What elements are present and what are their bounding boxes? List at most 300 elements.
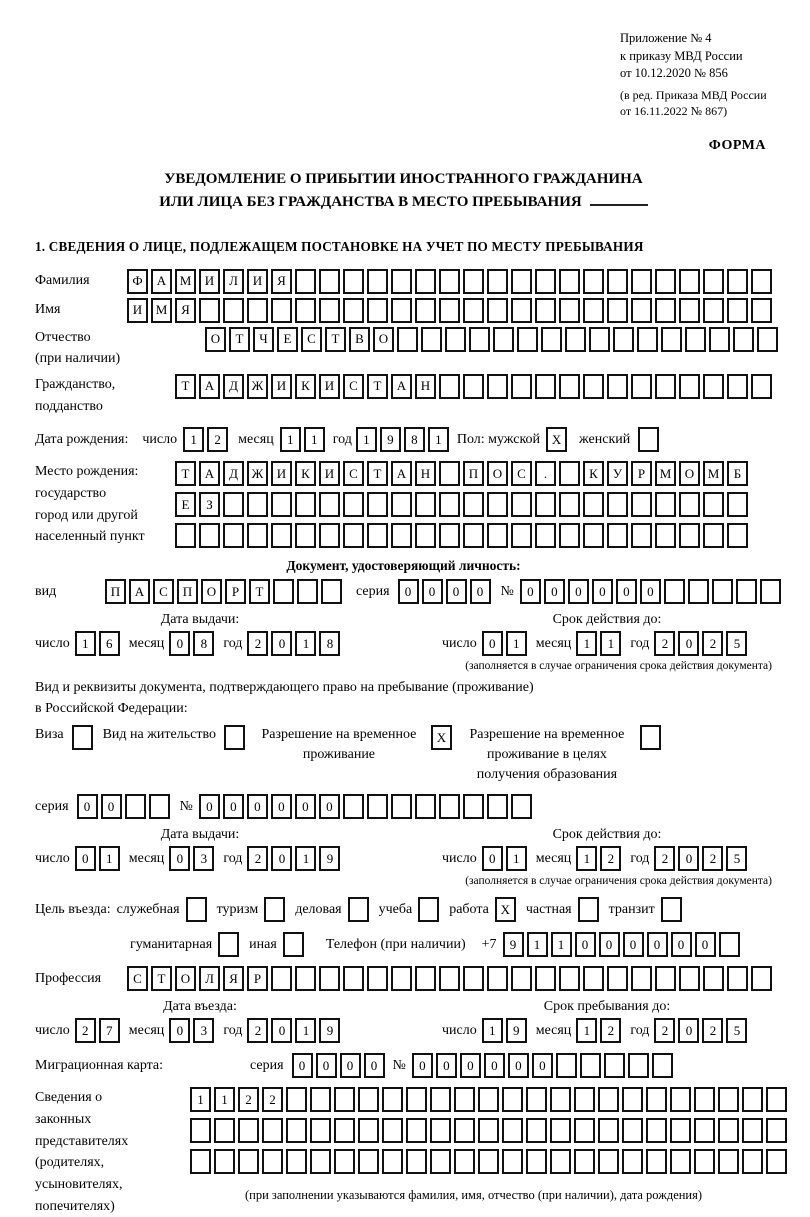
form-cell[interactable] [718,1149,739,1174]
form-cell[interactable] [511,794,532,819]
form-cell[interactable] [478,1149,499,1174]
form-cell[interactable]: 1 [99,846,120,871]
form-cell[interactable] [679,269,700,294]
form-cell[interactable]: Т [325,327,346,352]
form-cell[interactable] [186,897,207,922]
form-cell[interactable]: 0 [340,1053,361,1078]
form-cell[interactable] [541,327,562,352]
form-cell[interactable] [415,794,436,819]
form-cell[interactable]: Н [415,374,436,399]
form-cell[interactable] [391,523,412,548]
form-cell[interactable]: 1 [506,846,527,871]
form-cell[interactable] [589,327,610,352]
form-cell[interactable]: С [301,327,322,352]
form-cell[interactable] [271,298,292,323]
form-cell[interactable]: Ж [247,461,268,486]
form-cell[interactable] [367,523,388,548]
form-cell[interactable] [535,374,556,399]
form-cell[interactable] [631,966,652,991]
form-cell[interactable]: 0 [678,846,699,871]
form-cell[interactable]: Ж [247,374,268,399]
form-cell[interactable]: 0 [169,846,190,871]
form-cell[interactable]: Ч [253,327,274,352]
form-cell[interactable] [273,579,294,604]
form-cell[interactable] [511,298,532,323]
form-cell[interactable] [526,1149,547,1174]
form-cell[interactable] [535,298,556,323]
form-cell[interactable] [334,1118,355,1143]
form-cell[interactable]: 0 [482,846,503,871]
form-cell[interactable] [598,1118,619,1143]
form-cell[interactable] [760,579,781,604]
form-cell[interactable] [463,794,484,819]
form-cell[interactable]: 2 [207,427,228,452]
form-cell[interactable]: Ф [127,269,148,294]
form-cell[interactable] [559,298,580,323]
form-cell[interactable]: И [247,269,268,294]
form-cell[interactable]: 0 [647,932,668,957]
form-cell[interactable] [72,725,93,750]
form-cell[interactable]: 2 [247,631,268,656]
form-cell[interactable] [439,269,460,294]
form-cell[interactable]: О [175,966,196,991]
form-cell[interactable] [766,1149,787,1174]
form-cell[interactable] [469,327,490,352]
form-cell[interactable] [295,966,316,991]
form-cell[interactable]: С [343,374,364,399]
form-cell[interactable] [661,327,682,352]
form-cell[interactable]: 1 [295,1018,316,1043]
form-cell[interactable]: 9 [506,1018,527,1043]
form-cell[interactable] [556,1053,577,1078]
form-cell[interactable] [487,523,508,548]
form-cell[interactable] [247,523,268,548]
form-cell[interactable]: Т [175,374,196,399]
form-cell[interactable] [694,1149,715,1174]
form-cell[interactable] [343,492,364,517]
form-cell[interactable] [565,327,586,352]
form-cell[interactable]: П [177,579,198,604]
form-cell[interactable]: 0 [271,794,292,819]
form-cell[interactable] [679,966,700,991]
form-cell[interactable]: С [343,461,364,486]
form-cell[interactable] [679,523,700,548]
form-cell[interactable] [218,932,239,957]
form-cell[interactable]: 1 [506,631,527,656]
form-cell[interactable] [559,461,580,486]
form-cell[interactable] [223,492,244,517]
form-cell[interactable]: У [607,461,628,486]
form-cell[interactable]: Д [223,461,244,486]
form-cell[interactable]: 1 [428,427,449,452]
form-cell[interactable]: 1 [214,1087,235,1112]
form-cell[interactable] [646,1087,667,1112]
form-cell[interactable] [367,298,388,323]
form-cell[interactable] [391,298,412,323]
form-cell[interactable]: 0 [446,579,467,604]
form-cell[interactable]: 9 [319,1018,340,1043]
form-cell[interactable] [454,1118,475,1143]
form-cell[interactable] [712,579,733,604]
form-cell[interactable] [607,374,628,399]
form-cell[interactable] [727,269,748,294]
form-cell[interactable] [439,523,460,548]
form-cell[interactable] [511,374,532,399]
form-cell[interactable] [742,1087,763,1112]
form-cell[interactable]: 0 [169,1018,190,1043]
form-cell[interactable]: А [391,461,412,486]
form-cell[interactable]: 0 [316,1053,337,1078]
form-cell[interactable] [655,966,676,991]
form-cell[interactable]: 0 [532,1053,553,1078]
form-cell[interactable]: 0 [101,794,122,819]
form-cell[interactable] [439,492,460,517]
form-cell[interactable]: 0 [247,794,268,819]
form-cell[interactable] [637,327,658,352]
form-cell[interactable] [175,523,196,548]
form-cell[interactable] [439,794,460,819]
form-cell[interactable]: 0 [75,846,96,871]
form-cell[interactable] [622,1118,643,1143]
form-cell[interactable] [631,523,652,548]
form-cell[interactable] [646,1118,667,1143]
form-cell[interactable]: 0 [678,1018,699,1043]
form-cell[interactable]: М [655,461,676,486]
form-cell[interactable] [502,1118,523,1143]
form-cell[interactable]: 8 [319,631,340,656]
form-cell[interactable]: Н [415,461,436,486]
form-cell[interactable]: 0 [364,1053,385,1078]
form-cell[interactable] [478,1118,499,1143]
form-cell[interactable] [751,269,772,294]
form-cell[interactable] [559,269,580,294]
form-cell[interactable] [607,492,628,517]
form-cell[interactable]: 0 [412,1053,433,1078]
form-cell[interactable]: 2 [654,631,675,656]
form-cell[interactable] [559,374,580,399]
form-cell[interactable] [343,523,364,548]
form-cell[interactable] [703,269,724,294]
form-cell[interactable]: О [373,327,394,352]
form-cell[interactable]: Р [631,461,652,486]
form-cell[interactable] [391,269,412,294]
form-cell[interactable]: А [151,269,172,294]
form-cell[interactable]: 2 [702,846,723,871]
form-cell[interactable]: 5 [726,846,747,871]
form-cell[interactable] [382,1087,403,1112]
form-cell[interactable]: С [127,966,148,991]
form-cell[interactable]: 0 [575,932,596,957]
form-cell[interactable]: 0 [520,579,541,604]
form-cell[interactable] [661,897,682,922]
form-cell[interactable]: 3 [193,846,214,871]
form-cell[interactable]: 1 [576,631,597,656]
form-cell[interactable]: 0 [599,932,620,957]
form-cell[interactable] [733,327,754,352]
form-cell[interactable]: Я [271,269,292,294]
form-cell[interactable]: 1 [280,427,301,452]
form-cell[interactable]: 9 [503,932,524,957]
form-cell[interactable] [271,492,292,517]
form-cell[interactable]: 0 [544,579,565,604]
form-cell[interactable]: 0 [678,631,699,656]
form-cell[interactable] [262,1149,283,1174]
form-cell[interactable]: 0 [271,631,292,656]
form-cell[interactable] [367,492,388,517]
form-cell[interactable]: 1 [295,846,316,871]
form-cell[interactable]: 0 [398,579,419,604]
form-cell[interactable] [574,1087,595,1112]
form-cell[interactable] [688,579,709,604]
form-cell[interactable] [295,492,316,517]
form-cell[interactable] [502,1087,523,1112]
form-cell[interactable] [613,327,634,352]
form-cell[interactable]: Т [249,579,270,604]
form-cell[interactable] [214,1118,235,1143]
form-cell[interactable]: 7 [99,1018,120,1043]
form-cell[interactable] [679,374,700,399]
form-cell[interactable] [406,1118,427,1143]
form-cell[interactable]: 0 [292,1053,313,1078]
form-cell[interactable]: 1 [304,427,325,452]
form-cell[interactable] [439,298,460,323]
form-cell[interactable] [430,1087,451,1112]
form-cell[interactable] [487,966,508,991]
form-cell[interactable] [319,492,340,517]
form-cell[interactable] [502,1149,523,1174]
form-cell[interactable] [214,1149,235,1174]
form-cell[interactable] [640,725,661,750]
form-cell[interactable] [430,1149,451,1174]
form-cell[interactable] [517,327,538,352]
form-cell[interactable] [655,298,676,323]
form-cell[interactable]: 1 [576,846,597,871]
form-cell[interactable]: 0 [568,579,589,604]
form-cell[interactable]: 2 [600,846,621,871]
form-cell[interactable] [550,1149,571,1174]
form-cell[interactable] [550,1118,571,1143]
form-cell[interactable] [751,966,772,991]
form-cell[interactable] [283,932,304,957]
form-cell[interactable] [742,1118,763,1143]
form-cell[interactable] [286,1087,307,1112]
form-cell[interactable] [224,725,245,750]
form-cell[interactable] [463,492,484,517]
form-cell[interactable]: 1 [551,932,572,957]
form-cell[interactable]: 0 [319,794,340,819]
form-cell[interactable] [652,1053,673,1078]
form-cell[interactable]: И [199,269,220,294]
form-cell[interactable] [247,492,268,517]
form-cell[interactable] [319,523,340,548]
form-cell[interactable]: 0 [77,794,98,819]
form-cell[interactable] [583,269,604,294]
form-cell[interactable] [463,374,484,399]
form-cell[interactable]: 0 [169,631,190,656]
form-cell[interactable] [439,374,460,399]
form-cell[interactable] [703,966,724,991]
form-cell[interactable] [463,966,484,991]
form-cell[interactable] [718,1118,739,1143]
form-cell[interactable] [190,1149,211,1174]
form-cell[interactable] [703,523,724,548]
form-cell[interactable] [574,1118,595,1143]
form-cell[interactable] [679,492,700,517]
form-cell[interactable] [421,327,442,352]
form-cell[interactable]: А [199,461,220,486]
form-cell[interactable]: 1 [527,932,548,957]
form-cell[interactable] [454,1149,475,1174]
form-cell[interactable] [367,794,388,819]
form-cell[interactable] [487,298,508,323]
form-cell[interactable] [598,1149,619,1174]
form-cell[interactable]: 2 [247,1018,268,1043]
form-cell[interactable] [445,327,466,352]
form-cell[interactable] [238,1118,259,1143]
form-cell[interactable]: 6 [99,631,120,656]
form-cell[interactable]: 0 [470,579,491,604]
form-cell[interactable]: О [201,579,222,604]
form-cell[interactable] [310,1118,331,1143]
form-cell[interactable] [487,269,508,294]
form-cell[interactable] [655,374,676,399]
form-cell[interactable] [727,523,748,548]
form-cell[interactable]: 1 [183,427,204,452]
form-cell[interactable]: П [463,461,484,486]
form-cell[interactable] [295,523,316,548]
form-cell[interactable] [334,1149,355,1174]
form-cell[interactable] [295,269,316,294]
form-cell[interactable]: П [105,579,126,604]
form-cell[interactable]: 0 [422,579,443,604]
form-cell[interactable]: 1 [356,427,377,452]
form-cell[interactable] [583,374,604,399]
form-cell[interactable] [430,1118,451,1143]
form-cell[interactable]: 0 [695,932,716,957]
form-cell[interactable]: 2 [238,1087,259,1112]
form-cell[interactable] [559,492,580,517]
form-cell[interactable] [583,966,604,991]
form-cell[interactable] [718,1087,739,1112]
form-cell[interactable]: 0 [271,846,292,871]
form-cell[interactable]: Е [175,492,196,517]
form-cell[interactable]: 0 [592,579,613,604]
form-cell[interactable] [655,523,676,548]
form-cell[interactable] [415,269,436,294]
form-cell[interactable] [487,794,508,819]
form-cell[interactable]: И [319,461,340,486]
form-cell[interactable] [439,461,460,486]
form-cell[interactable]: Т [367,374,388,399]
form-cell[interactable]: 2 [75,1018,96,1043]
form-cell[interactable] [727,298,748,323]
form-cell[interactable] [622,1087,643,1112]
form-cell[interactable] [463,523,484,548]
form-cell[interactable] [199,523,220,548]
form-cell[interactable] [367,269,388,294]
form-cell[interactable] [631,374,652,399]
form-cell[interactable] [321,579,342,604]
form-cell[interactable] [736,579,757,604]
form-cell[interactable]: 2 [247,846,268,871]
form-cell[interactable]: Т [151,966,172,991]
form-cell[interactable]: А [199,374,220,399]
form-cell[interactable] [607,523,628,548]
form-cell[interactable] [670,1118,691,1143]
form-cell[interactable] [149,794,170,819]
form-cell[interactable]: 0 [616,579,637,604]
form-cell[interactable]: 5 [726,1018,747,1043]
form-cell[interactable] [297,579,318,604]
form-cell[interactable]: X [495,897,516,922]
form-cell[interactable]: 8 [193,631,214,656]
form-cell[interactable]: О [487,461,508,486]
form-cell[interactable] [463,269,484,294]
form-cell[interactable]: 1 [482,1018,503,1043]
form-cell[interactable] [583,523,604,548]
form-cell[interactable] [415,523,436,548]
form-cell[interactable] [511,269,532,294]
form-cell[interactable] [607,298,628,323]
form-cell[interactable]: 2 [702,631,723,656]
form-cell[interactable]: 2 [702,1018,723,1043]
form-cell[interactable] [343,966,364,991]
form-cell[interactable] [580,1053,601,1078]
form-cell[interactable] [694,1118,715,1143]
form-cell[interactable]: О [205,327,226,352]
form-cell[interactable] [382,1149,403,1174]
form-cell[interactable] [334,1087,355,1112]
form-cell[interactable]: 0 [199,794,220,819]
form-cell[interactable] [295,298,316,323]
form-cell[interactable] [703,298,724,323]
form-cell[interactable] [319,269,340,294]
form-cell[interactable]: М [151,298,172,323]
form-cell[interactable] [664,579,685,604]
form-cell[interactable] [382,1118,403,1143]
form-cell[interactable]: 0 [271,1018,292,1043]
form-cell[interactable]: К [583,461,604,486]
form-cell[interactable] [319,298,340,323]
form-cell[interactable] [348,897,369,922]
form-cell[interactable] [631,492,652,517]
form-cell[interactable] [223,298,244,323]
form-cell[interactable]: 1 [190,1087,211,1112]
form-cell[interactable] [559,966,580,991]
form-cell[interactable]: 0 [482,631,503,656]
form-cell[interactable] [535,966,556,991]
form-cell[interactable] [487,374,508,399]
form-cell[interactable]: Т [229,327,250,352]
form-cell[interactable]: 1 [600,631,621,656]
form-cell[interactable] [703,374,724,399]
form-cell[interactable]: З [199,492,220,517]
form-cell[interactable] [358,1118,379,1143]
form-cell[interactable]: 0 [671,932,692,957]
form-cell[interactable] [607,966,628,991]
form-cell[interactable]: М [703,461,724,486]
form-cell[interactable] [757,327,778,352]
form-cell[interactable] [559,523,580,548]
form-cell[interactable]: Т [175,461,196,486]
form-cell[interactable] [343,298,364,323]
form-cell[interactable] [727,492,748,517]
form-cell[interactable]: С [511,461,532,486]
form-cell[interactable]: 0 [508,1053,529,1078]
form-cell[interactable]: 2 [262,1087,283,1112]
form-cell[interactable] [238,1149,259,1174]
form-cell[interactable] [583,492,604,517]
